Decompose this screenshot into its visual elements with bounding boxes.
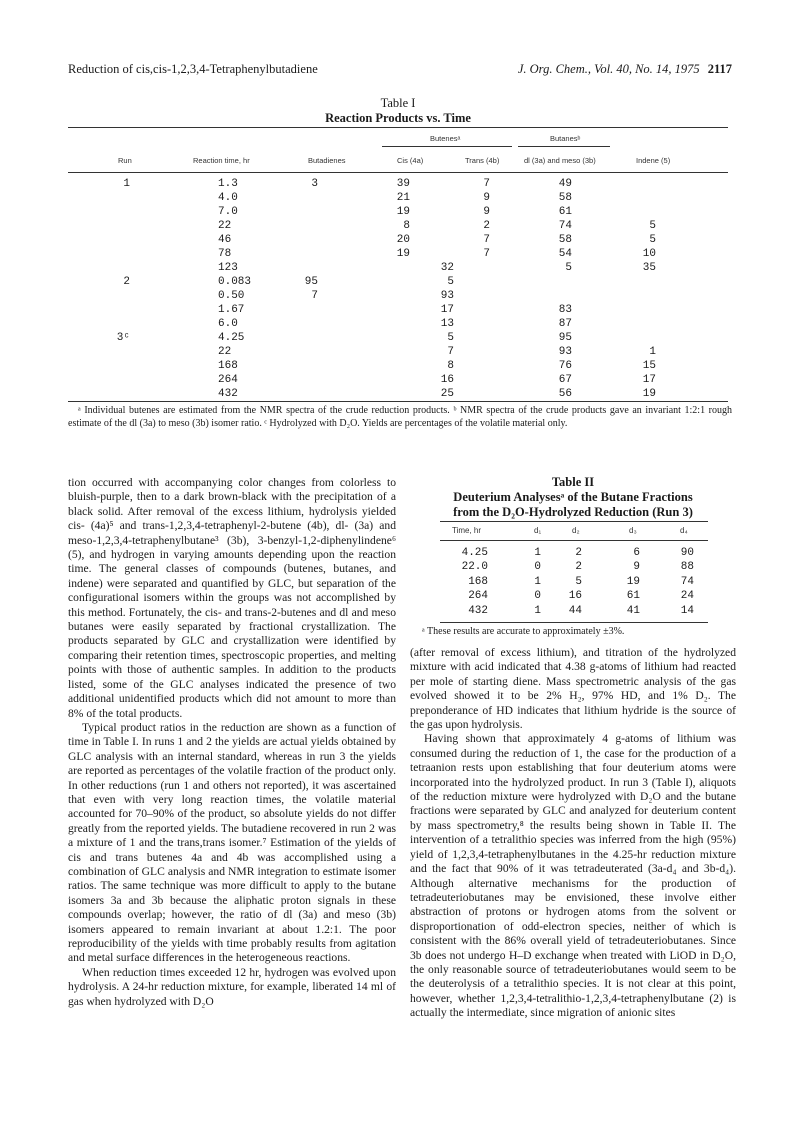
running-header-journal xyxy=(518,62,732,77)
table2-cell-d2: 2 xyxy=(575,561,582,574)
table1-cell-indene: 5 xyxy=(649,234,656,246)
table1-cell-butanes: 5 xyxy=(565,262,572,274)
table2-cell-d4: 24 xyxy=(680,590,694,603)
col-butadienes: Butadienes xyxy=(308,156,346,165)
table1-cell-combined: 25 xyxy=(440,388,454,400)
table1-cell-butanes: 74 xyxy=(558,220,572,232)
table2-cell-d3: 41 xyxy=(626,604,640,617)
table1-cell-trans: 9 xyxy=(483,206,490,218)
table1-cell-time: 4.25 xyxy=(218,332,245,344)
left-column xyxy=(68,476,396,1009)
table2-cell-d1: 1 xyxy=(534,547,541,559)
table1-cell-indene: 19 xyxy=(642,388,656,400)
table1-caption xyxy=(68,96,728,126)
journal-citation: J. Org. Chem., Vol. 40, No. 14, 1975 xyxy=(517,62,700,76)
table1-cell-butanes: 49 xyxy=(558,178,572,190)
col-butanes: dl (3a) and meso (3b) xyxy=(524,156,596,165)
table1-cell-butanes: 87 xyxy=(558,318,572,330)
table2-cell-d3: 9 xyxy=(633,561,640,574)
t2-col-d3: d₃ xyxy=(629,526,637,535)
t2-col-d1: d₁ xyxy=(534,526,542,535)
table1-cell-indene: 35 xyxy=(642,262,656,274)
table1-cell-cis: 21 xyxy=(396,192,410,204)
table1-footnote: ᵃ Individual butenes are estimated from the NMR spectra of the crude reduction products. ᵇ NMR spectra of the crude products gave an invariant 1:2:1 rough estimate of the dl (3a) to meso (3b) isomer ratio. ᶜ Hydrolyzed with D₂O. Yields are percentages of the volatile material only. xyxy=(68,405,732,429)
table1-cell-time: 1.3 xyxy=(218,178,238,190)
table1-cell-time: 0.50 xyxy=(218,290,245,302)
paragraph: Typical product ratios in the reduction are shown as a function of time in Table I. In runs 1 and 2 the yields are actual yields obtained by GLC analysis with an internal standard, whereas in run 3 the yields are reported as percentages of the volatile fraction of the product only. In other reductions (run 1 and others not reported), it was ascertained that even with very long reaction times, the volatile material accounted for 70–90% of the product, so absolute yields do not differ greatly from the reported yields. The butadiene recovered in run 2 was a mixture of 1 and the trans,trans isomer.⁷ Estimation of the yields of cis and trans butenes 4a and 4b was accomplished using a combination of GLC analysis and NMR integration to estimate isomer ratios. The same technique was more difficult to apply to the butane isomers 3a and 3b because the aliphatic proton signals in these compounds overlap; however, the ratio of dl (3a) and meso (3b) isomers appeared to remain invariant at about 1.2:1. The poor reproducibility of the yields with time probably results from agitation and metal surface differences in the heterogeneous reactions. xyxy=(68,720,396,965)
table1-cell-cis: 19 xyxy=(396,206,410,218)
table2-cell-time: 432 xyxy=(468,604,488,617)
table2-cell-d1: 0 xyxy=(534,590,541,603)
table1-cell-time: 46 xyxy=(218,234,232,246)
table2-caption xyxy=(410,475,736,520)
butanes-group-rule xyxy=(518,146,610,147)
col-cis: Cis (4a) xyxy=(397,156,424,165)
right-column xyxy=(410,646,736,1021)
table2-cell-time: 22.0 xyxy=(461,561,488,574)
table2-cell-d2: 5 xyxy=(575,575,582,588)
page-number: 2117 xyxy=(707,62,732,76)
table1-cell-run: 2 xyxy=(123,276,130,288)
table1-cell-butanes: 93 xyxy=(558,346,572,358)
table1-cell-trans: 2 xyxy=(483,220,490,232)
table1-cell-time: 1.67 xyxy=(218,304,245,316)
table1-cell-time: 6.0 xyxy=(218,318,238,330)
table1-cell-butanes: 67 xyxy=(558,374,572,386)
table2-footnote: ᵃ These results are accurate to approximately ±3%. xyxy=(422,626,625,637)
table1-cell-butadienes: 95 xyxy=(304,276,318,288)
table2-header-rule xyxy=(440,540,708,541)
paragraph: Having shown that approximately 4 g-atoms of lithium was consumed during the reduction of 1, the case for the production of a tetraanion rests upon establishing that four deuterium atoms were incorporated into the hydrolyzed product. In run 3 (Table I), aliquots of the reduction mixture were hydrolyzed with D₂O and the butane fractions were separated by GLC and analyzed for deuterium content by mass spectrometry,⁸ the results being shown in Table II. The intervention of a tetralithio species was inferred from the high (95%) yield of 1,2,3,4-tetraphenylbutanes in the 4.25-hr reduction mixture and the fact that 90% of it was tetradeuterated (3a-d₄ and 3b-d₄). Although alternative mechanisms for the production of tetradeuteriobutanes may be envisioned, these involve either abstraction of protons or hydrogen atoms from the solvent or disproportionation of odd-electron species, neither of which is consistent with the 86% overall yield of tetradeuteriobutanes. Since 3b does not undergo H–D exchange when treated with LiOD in D₂O, the only reasonable source of tetradeuteriobutanes would seem to be the deuterolysis of a tetralithio species. It is not clear at this point, however, whether 1,2,3,4-tetralithio-1,2,3,4-tetraphenylbutane (2) is actually the intermediate, since migration of anionic sites xyxy=(410,732,736,1020)
table1-cell-combined: 16 xyxy=(440,374,454,386)
table1-cell-combined: 93 xyxy=(440,290,454,302)
table2-cell-time: 168 xyxy=(468,575,488,588)
table2-cell-d1: 1 xyxy=(534,575,541,588)
table1-cell-run: 3ᶜ xyxy=(116,332,130,344)
table2-cell-time: 4.25 xyxy=(461,547,488,559)
table1-cell-butanes: 61 xyxy=(558,206,572,218)
table1-cell-trans: 7 xyxy=(483,234,490,246)
table2-cell-d2: 44 xyxy=(568,604,582,617)
paragraph: (after removal of excess lithium), and titration of the hydrolyzed mixture with acid indicated that 4.38 g-atoms of lithium had reacted per mole of starting diene. Mass spectrometric analysis of the gas evolved showed it to be 2% H₂, 97% HD, and 1% D₂. The preponderance of HD indicates that lithium hydride is the source of the gas upon hydrolysis. xyxy=(410,646,736,732)
table1-cell-trans: 7 xyxy=(483,248,490,260)
table1-cell-butanes: 56 xyxy=(558,388,572,400)
table1-cell-trans: 7 xyxy=(483,178,490,190)
table1-cell-combined: 7 xyxy=(447,346,454,358)
table1-cell-combined: 13 xyxy=(440,318,454,330)
running-header-title: Reduction of cis,cis-1,2,3,4-Tetraphenylbutadiene xyxy=(68,62,318,76)
table1-cell-time: 432 xyxy=(218,388,238,400)
table1-cell-cis: 19 xyxy=(396,248,410,260)
butanes-group-header: Butanesᵇ xyxy=(550,134,581,143)
col-reaction-time: Reaction time, hr xyxy=(193,156,250,165)
table1-cell-cis: 8 xyxy=(403,220,410,232)
table1-cell-time: 264 xyxy=(218,374,238,386)
table2-cell-d1: 0 xyxy=(534,561,541,574)
col-trans: Trans (4b) xyxy=(465,156,500,165)
table1-cell-butanes: 76 xyxy=(558,360,572,372)
table1-cell-butanes: 58 xyxy=(558,234,572,246)
table1-cell-butanes: 58 xyxy=(558,192,572,204)
paragraph: tion occurred with accompanying color changes from colorless to bluish-purple, then to a dark brown-black with the precipitation of a black solid. After removal of the excess lithium, hydrolysis yielded cis- (4a)⁵ and trans-1,2,3,4-tetraphenyl-2-butene (4b), dl- (3a) and meso-1,2,3,4-tetraphenylbutane³ (3b), 3-benzyl-1,2-diphenylindene⁶ (5), and hydrogen in varying amounts depending upon the reaction time. The general classes of compounds (butenes, butanes, and indene) were separated and quantified by GLC, but separation of the configurational isomers within the groups was not accomplished by this method. Fortunately, the cis- and trans-2-butenes and dl and meso butanes were easily separated by fractional crystallization. The products separated by GLC and crystallization were identified by comparing their retention times, spectroscopic properties, and melting points with those of authentic samples. In addition to the products listed, some of the GLC analyses indicated the presence of two additional unidentified products which did not amount to more than 8% of the total products. xyxy=(68,476,396,720)
table1-title: Table I xyxy=(380,96,416,110)
table2-cell-d4: 90 xyxy=(680,547,694,559)
table1-cell-combined: 32 xyxy=(440,262,454,274)
col-indene: Indene (5) xyxy=(636,156,671,165)
table1-bottom-rule xyxy=(68,401,728,402)
t2-col-d2: d₂ xyxy=(572,526,580,535)
table1-subtitle: Reaction Products vs. Time xyxy=(325,111,471,125)
table1-header-rule xyxy=(68,172,728,173)
table1-cell-cis: 20 xyxy=(396,234,410,246)
table2-subtitle-1: Deuterium Analysesᵃ of the Butane Fractions xyxy=(453,490,693,504)
table2-cell-d3: 19 xyxy=(626,575,640,588)
table1-cell-combined: 17 xyxy=(440,304,454,316)
table1-top-rule xyxy=(68,127,728,128)
table1-cell-time: 7.0 xyxy=(218,206,238,218)
table1-cell-combined: 5 xyxy=(447,332,454,344)
table2-cell-d4: 74 xyxy=(680,575,694,588)
table2-cell-d3: 61 xyxy=(626,590,640,603)
table1-cell-indene: 15 xyxy=(642,360,656,372)
table1-cell-indene: 5 xyxy=(649,220,656,232)
table2-cell-d2: 16 xyxy=(568,590,582,603)
table1-cell-trans: 9 xyxy=(483,192,490,204)
table1-cell-indene: 17 xyxy=(642,374,656,386)
table2-cell-d4: 14 xyxy=(680,604,694,617)
table1-cell-time: 168 xyxy=(218,360,238,372)
table2-cell-d1: 1 xyxy=(534,604,541,617)
table1-cell-run: 1 xyxy=(123,178,130,190)
table1-cell-butanes: 54 xyxy=(558,248,572,260)
table2-bottom-rule xyxy=(440,622,708,623)
table2-cell-time: 264 xyxy=(468,590,488,603)
paragraph: When reduction times exceeded 12 hr, hydrogen was evolved upon hydrolysis. A 24-hr reduction mixture, for example, liberated 14 ml of gas when hydrolyzed with D₂O xyxy=(68,965,396,1008)
table1-cell-time: 22 xyxy=(218,346,232,358)
table2-top-rule xyxy=(440,521,708,522)
t2-col-time: Time, hr xyxy=(452,526,482,535)
table2-cell-d2: 2 xyxy=(575,547,582,559)
table1-cell-time: 4.0 xyxy=(218,192,238,204)
table1-cell-time: 0.083 xyxy=(218,276,252,288)
table1-cell-time: 123 xyxy=(218,262,238,274)
table2-cell-d3: 6 xyxy=(633,547,640,559)
table1-cell-cis: 39 xyxy=(396,178,410,190)
table1-cell-butadienes: 3 xyxy=(311,178,318,190)
table1-cell-indene: 1 xyxy=(649,346,656,358)
table1-cell-butadienes: 7 xyxy=(311,290,318,302)
table1-cell-butanes: 83 xyxy=(558,304,572,316)
butenes-group-rule xyxy=(382,146,512,147)
col-run: Run xyxy=(118,156,132,165)
table1-cell-butanes: 95 xyxy=(558,332,572,344)
butenes-group-header: Butenesᵃ xyxy=(430,134,461,143)
table1-cell-time: 22 xyxy=(218,220,232,232)
table2-title: Table II xyxy=(551,475,595,489)
table1-cell-combined: 8 xyxy=(447,360,454,372)
table1-cell-combined: 5 xyxy=(447,276,454,288)
t2-col-d4: d₄ xyxy=(680,526,688,535)
table2-cell-d4: 88 xyxy=(680,561,694,574)
table1-cell-indene: 10 xyxy=(642,248,656,260)
table2-subtitle-2: from the D₂O-Hydrolyzed Reduction (Run 3) xyxy=(453,505,693,519)
table1-cell-time: 78 xyxy=(218,248,232,260)
